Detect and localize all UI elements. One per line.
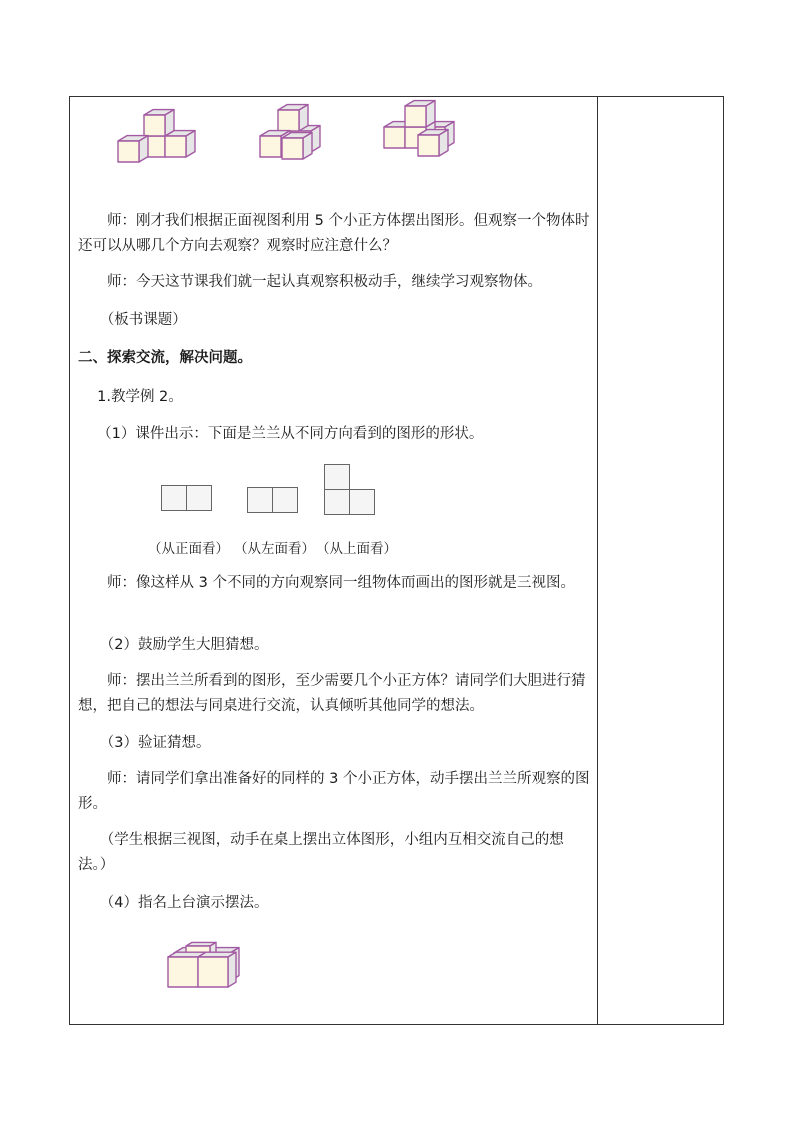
paragraph: （4）指名上台演示摆法。 — [78, 895, 269, 911]
cube — [118, 136, 148, 162]
cube — [282, 133, 312, 159]
paragraph: （板书课题） — [78, 312, 187, 328]
cube — [144, 110, 174, 136]
paragraph: （1）课件出示：下面是兰兰从不同方向看到的图形的形状。 — [78, 426, 484, 442]
paragraph: 1.教学例 2。 — [78, 389, 183, 405]
front-view-figure — [161, 485, 215, 513]
paragraph: 师：请同学们拿出准备好的同样的 3 个小正方体，动手摆出兰兰所观察的图形。 — [78, 771, 590, 812]
section-heading: 二、探索交流，解决问题。 — [78, 350, 252, 366]
paragraph: （2）鼓励学生大胆猜想。 — [78, 637, 269, 653]
paragraph: 师：摆出兰兰所看到的图形，至少需要几个小正方体？请同学们大胆进行猜想，把自己的想法与同桌进行交流，认真倾听其他同学的想法。 — [78, 673, 586, 714]
front-view-caption: （从正面看） — [148, 541, 229, 557]
cube — [418, 130, 448, 156]
paragraph: 师：今天这节课我们就一起认真观察积极动手，继续学习观察物体。 — [78, 274, 542, 290]
paragraph: 师：像这样从 3 个不同的方向观察同一组物体而画出的图形就是三视图。 — [78, 575, 575, 591]
cube-figure-a — [110, 101, 200, 161]
lesson-table — [69, 96, 724, 1025]
left-view-figure — [247, 487, 301, 515]
cube-figure-c — [378, 99, 468, 159]
cube — [278, 105, 308, 131]
top-view-caption: （从上面看） — [316, 541, 397, 557]
paragraph: 师：刚才我们根据正面视图利用 5 个小正方体摆出图形。但观察一个物体时还可以从哪几个方向去观察？观察时应注意什么？ — [78, 213, 590, 254]
cube-figure-demo — [166, 939, 246, 991]
top-view-figure — [324, 464, 378, 518]
cube — [198, 952, 236, 987]
paragraph: （3）验证猜想。 — [78, 735, 211, 751]
column-divider — [597, 97, 598, 1024]
left-view-caption: （从左面看） — [234, 541, 315, 557]
cube-figure-b — [252, 101, 342, 161]
cube — [165, 131, 195, 157]
cube — [405, 101, 435, 127]
paragraph: （学生根据三视图，动手在桌上摆出立体图形，小组内互相交流自己的想法。） — [78, 832, 564, 873]
content-cell — [70, 97, 597, 1024]
